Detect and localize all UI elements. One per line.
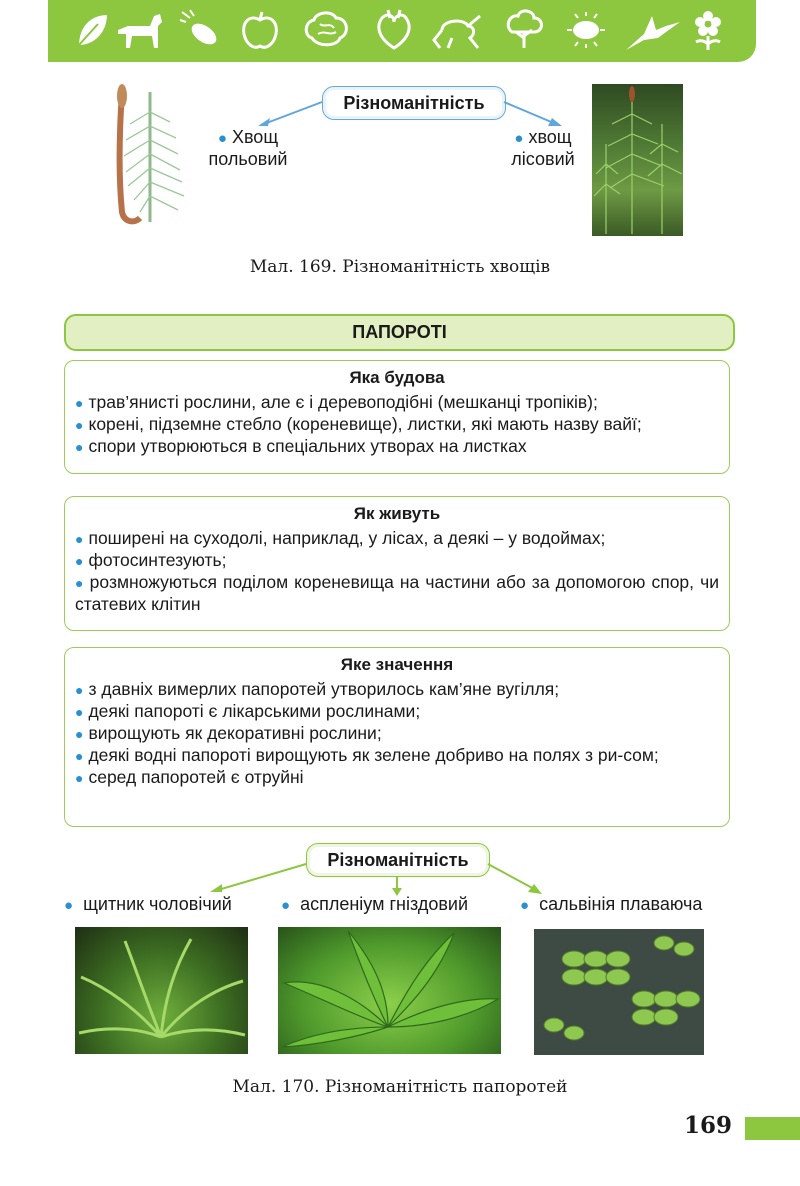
bullet-icon: ● (520, 897, 530, 914)
bullet-icon: ● (281, 897, 291, 914)
male-fern-photo (75, 927, 248, 1054)
list-item (75, 392, 719, 414)
apple-icon (238, 8, 282, 52)
list-item (75, 745, 719, 767)
tree-icon (502, 8, 546, 52)
list-item (75, 723, 719, 745)
field-horsetail-label-line1: Хвощ (231, 127, 279, 147)
forest-horsetail-photo (592, 84, 683, 236)
species-name: сальвінія плаваюча (539, 894, 703, 914)
dog-icon (114, 8, 166, 52)
structure-heading: Яка будова (349, 368, 445, 387)
heart-icon (372, 8, 416, 52)
fern-diversity-label: Різноманітність (306, 843, 490, 877)
figure-169-caption: Мал. 169. Різноманітність хвощів (249, 257, 551, 277)
list-item-text: розмножуються поділом кореневища на частини або за допомогою спор, чи статевих клітин (75, 572, 719, 614)
bullet-icon: ● (75, 575, 85, 591)
bullet-icon: ● (75, 553, 84, 569)
figure-170-caption: Мал. 170. Різноманітність папоротей (232, 1077, 568, 1097)
flower-icon (686, 8, 730, 52)
bird-icon (622, 8, 682, 52)
header-bar (48, 0, 756, 62)
importance-heading: Яке значення (340, 655, 454, 674)
list-item (75, 414, 719, 436)
forest-horsetail-label-line2: лісовий (511, 149, 575, 169)
bullet-icon: ● (75, 531, 84, 547)
list-item (75, 572, 719, 615)
list-item (75, 767, 719, 789)
bacteria-icon (178, 8, 222, 52)
brain-icon (302, 8, 352, 52)
microbe-icon (564, 8, 608, 52)
species-label-3 (520, 894, 730, 916)
bullet-icon: ● (75, 770, 84, 786)
forest-horsetail-label (500, 127, 586, 170)
bullet-icon: ● (514, 130, 524, 147)
list-item-text: спори утворюються в спеціальних утворах на листках (88, 436, 527, 456)
list-item (75, 701, 719, 723)
ferns-title: ПАПОРОТІ (64, 314, 735, 351)
bullet-icon: ● (64, 897, 74, 914)
list-item-text: деякі папороті є лікарськими рослинами; (88, 701, 421, 721)
field-horsetail-label (196, 127, 300, 170)
bullet-icon: ● (75, 726, 84, 742)
importance-box (64, 647, 730, 827)
life-box (64, 496, 730, 631)
bullet-icon: ● (75, 439, 84, 455)
structure-box (64, 360, 730, 474)
life-heading: Як живуть (353, 504, 441, 523)
list-item-text: серед папоротей є отруйні (88, 767, 304, 787)
species-name: щитник чоловічий (83, 894, 232, 914)
list-item (75, 550, 719, 572)
page-number: 169 (684, 1112, 733, 1139)
list-item-text: трав’янисті рослини, але є і деревоподібні (мешканці тропіків); (88, 392, 598, 412)
horsetail-diversity-label: Різноманітність (322, 86, 506, 120)
bullet-icon: ● (217, 130, 227, 147)
forest-horsetail-label-line1: хвощ (528, 127, 572, 147)
bullet-icon: ● (75, 417, 84, 433)
list-item-text: з давніх вимерлих папоротей утворилось кам’яне вугілля; (88, 679, 560, 699)
list-item (75, 528, 719, 550)
bullet-icon: ● (75, 682, 84, 698)
species-label-1 (64, 894, 260, 916)
field-horsetail-label-line2: польовий (208, 149, 288, 169)
list-item-text: поширені на суходолі, наприклад, у лісах, а деякі – у водоймах; (88, 528, 606, 548)
list-item (75, 679, 719, 701)
salvinia-photo (534, 929, 704, 1055)
field-horsetail-illustration (100, 82, 198, 232)
frog-icon (430, 8, 486, 52)
asplenium-photo (278, 927, 501, 1054)
page-number-bar (745, 1117, 800, 1140)
species-name: аспленіум гніздовий (300, 894, 469, 914)
list-item-text: деякі водні папороті вирощують як зелене добриво на полях з ри-сом; (88, 745, 659, 765)
list-item-text: корені, підземне стебло (кореневище), листки, які мають назву вайї; (88, 414, 642, 434)
bullet-icon: ● (75, 395, 84, 411)
list-item (75, 436, 719, 458)
species-label-2 (281, 894, 501, 916)
list-item-text: фотосинтезують; (88, 550, 227, 570)
list-item-text: вирощують як декоративні рослини; (88, 723, 382, 743)
bullet-icon: ● (75, 704, 84, 720)
leaf-icon (70, 8, 114, 52)
bullet-icon: ● (75, 748, 84, 764)
